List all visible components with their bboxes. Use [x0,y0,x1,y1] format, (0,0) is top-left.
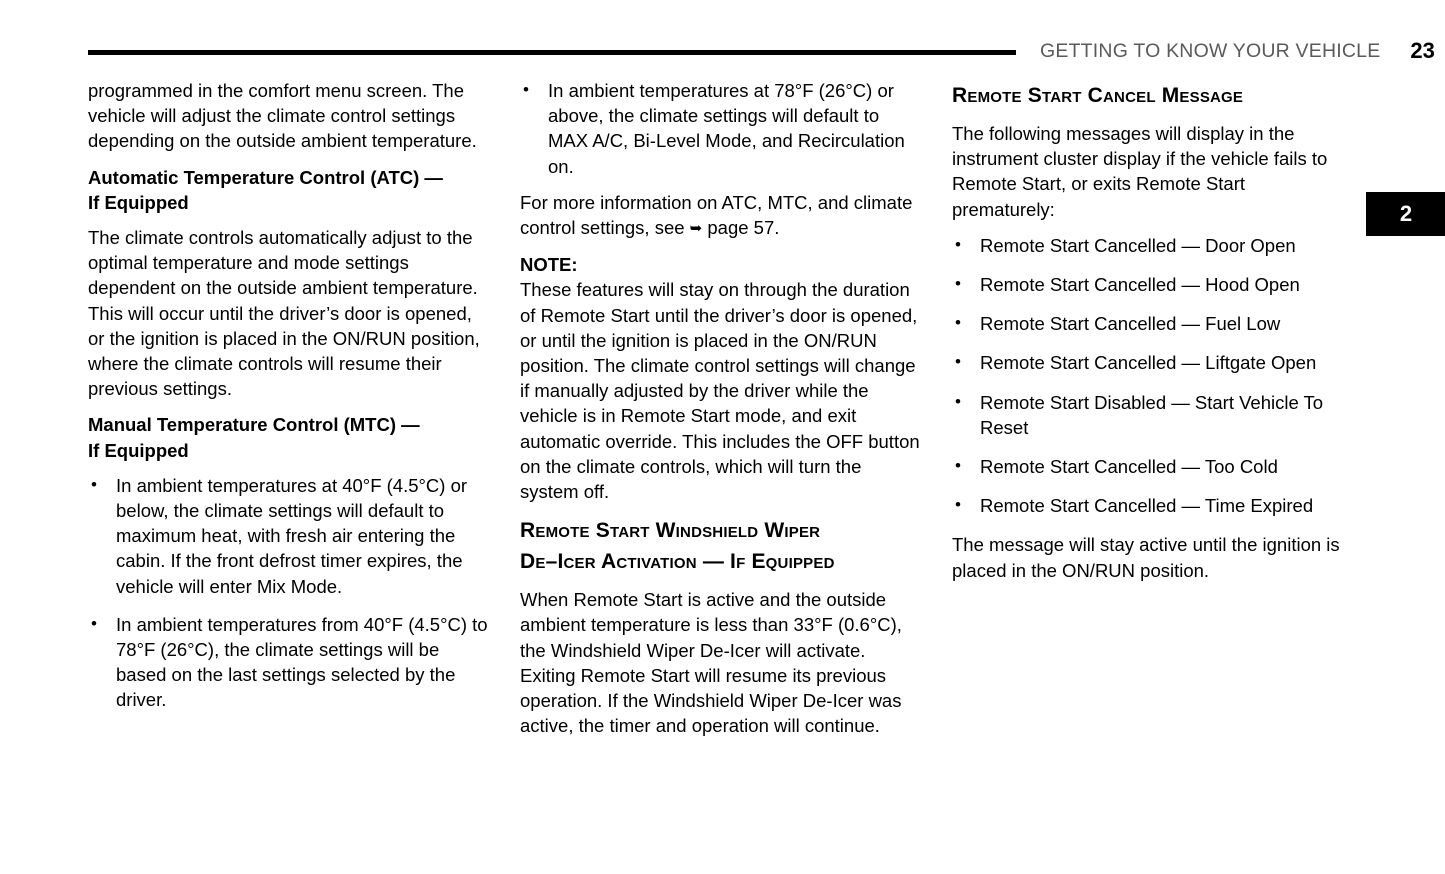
column-one [88,78,488,749]
list-item: • Remote Start Cancelled — Door Open [952,233,1352,258]
cancel-message-closing: The message will stay active until the ignition is placed in the ON/RUN position. [952,534,1340,581]
mtc-subheading-line1: Manual Temperature Control (MTC) — [88,414,420,436]
page-body [88,78,1358,749]
list-item: • In ambient temperatures at 40°F (4.5°C) or below, the climate settings will default to maximum heat, with fresh air entering the cabin. If the front defrost timer expires, the vehicle will enter Mix Mode. [88,473,488,599]
page-reference-icon: ➥ [689,220,703,238]
note-paragraph: These features will stay on through the duration of Remote Start until the driver’s door is opened, or until the ignition is placed in the ON/RUN position. The climate control settings will change if manually adjusted by the driver while the vehicle is in Remote Start mode, and exit automatic override. This includes the OFF button on the climate controls, which will turn the system off. [520,279,920,503]
mtc-bullet-list [88,473,488,713]
list-item: • Remote Start Disabled — Start Vehicle To Reset [952,390,1352,440]
continued-paragraph: programmed in the comfort menu screen. The vehicle will adjust the climate control settings depending on the outside ambient temperature. [88,80,477,152]
more-info-paragraph [520,190,920,241]
header-section-title: GETTING TO KNOW YOUR VEHICLE [1040,39,1381,62]
column-three [952,78,1352,749]
ambient-bullet-list [520,78,920,179]
atc-paragraph: The climate controls automatically adjust to the optimal temperature and mode settings dependent on the outside ambient temperature. This will occur until the driver’s door is opened, or the ignition is placed in the ON/RUN position, where the climate controls will resume their previous settings. [88,227,480,400]
wiper-deicer-paragraph: When Remote Start is active and the outside ambient temperature is less than 33°F (0.6°C), the Windshield Wiper De-Icer will activate. Exiting Remote Start will resume its previous operation. If the Windshield Wiper De-Icer was active, the timer and operation will continue. [520,589,902,737]
atc-subheading-line2: If Equipped [88,191,189,213]
list-item: • Remote Start Cancelled — Time Expired [952,493,1352,518]
header-rule [88,50,1016,55]
wiper-deicer-heading-line2: De–Icer Activation — If Equipped [520,550,835,574]
list-item: • In ambient temperatures at 78°F (26°C) or above, the climate settings will default to MAX A/C, Bi-Level Mode, and Recirculation on. [520,78,920,179]
mtc-subheading [88,412,488,462]
note-label: NOTE: [520,254,578,276]
list-item: • Remote Start Cancelled — Hood Open [952,272,1352,297]
chapter-tab: 2 [1366,192,1445,236]
page-header [88,36,1435,66]
wiper-deicer-heading-line1: Remote Start Windshield Wiper [520,519,821,543]
more-info-text: For more information on ATC, MTC, and climate control settings, see [520,191,913,239]
cancel-message-list [952,233,1352,519]
column-two [520,78,920,749]
atc-subheading-line1: Automatic Temperature Control (ATC) — [88,166,443,188]
list-item: • Remote Start Cancelled — Liftgate Open [952,350,1352,375]
page-reference: page 57. [707,217,780,239]
atc-subheading [88,165,488,215]
list-item: • Remote Start Cancelled — Too Cold [952,454,1352,479]
list-item: • In ambient temperatures from 40°F (4.5°C) to 78°F (26°C), the climate settings will be based on the last settings selected by the driver. [88,612,488,713]
wiper-deicer-heading [520,515,920,577]
page-number: 23 [1410,38,1435,63]
cancel-message-heading: Remote Start Cancel Message [952,84,1244,107]
list-item: • Remote Start Cancelled — Fuel Low [952,311,1352,336]
mtc-subheading-line2: If Equipped [88,439,189,461]
cancel-message-intro: The following messages will display in the instrument cluster display if the vehicle fails to Remote Start, or exits Remote Start prematurely: [952,123,1328,220]
